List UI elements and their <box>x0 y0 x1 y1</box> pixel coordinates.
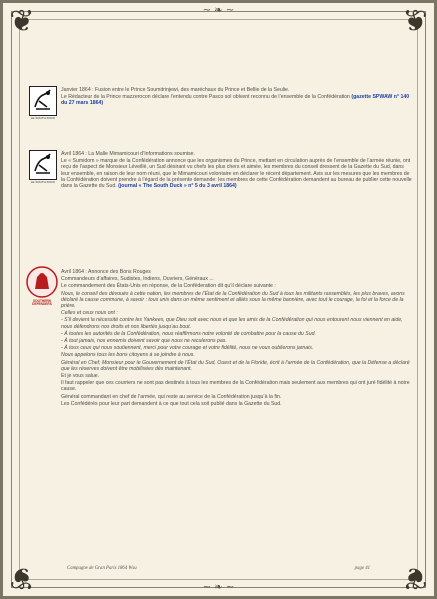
entry-quote: Nous, le conseil des dévoués à cette nation, les membres de l’État de la Confédération du Sud à tous les militants rassemblés, les plus braves, avons déclaré la cause commune, à savoir : tous unis dans un même sentiment et alliés sous la même bannière, avec tout le courage, la foi et la force de la prière. <box>61 290 405 310</box>
entry-text: Le commandement des États-Unis en réponse, de la Conféderation dit qu’il déclare suivante : <box>61 283 276 290</box>
footer-left: Campagne de Gran Paris 1864 Wsu <box>67 566 137 571</box>
corner-ornament-icon: ❦ <box>402 560 428 595</box>
logo-caption: LE SOUTH DUCK <box>30 116 56 120</box>
entry-title: Avril 1864 : Annonce des Bons Rouges <box>61 269 151 275</box>
seal-caption: SOUTHERN DEFENDERS <box>32 299 52 307</box>
entry-text: Et je vous salue. <box>61 373 100 380</box>
entry-text: Général commandant en chef de l’armée, qui reste au service de la Confédération jusqu’à la fin. <box>61 393 282 400</box>
entry-quote: - À tout jamais, nos ennemis doivent savoir que nous ne reculerons pas. <box>61 338 227 345</box>
south-duck-logo <box>29 86 57 116</box>
journal-link[interactable]: (journal « The South Duck » n° 5 du 3 avril 1864) <box>118 183 237 190</box>
flourish-icon: ~ ❧ ~ <box>202 582 235 593</box>
flourish-icon: ~ ❧ ~ <box>202 5 235 16</box>
entry-text: Il faut rappeler que ces courriers ne sont pas destinés à tous les membres de la Confédération mais seulement aux membres qui ont juré fidélité à notre cause. <box>61 380 410 393</box>
entry-1 <box>61 87 413 107</box>
corner-ornament-icon: ❦ <box>9 560 35 595</box>
entry-text: Commandeurs d’affaires, Sudistes, Indiens, Ouvriers, Généraux ... <box>61 276 214 283</box>
entry-text: Le « Sumidom » marque de la Confédération annonce que les organismes du Prince, mettant en circulation auprès de l’ensemble de l’armée réunie, ont reçu de l’aspect de Monsieur Léveillé, un Sud désirant vu chefs les plus chers et aimée, les membres du conseil dressent de la Gazette du Sud, dans leur ensemble, en raison de leur nom réuni, que le Mimamicouri volontaire en déclarer le récent département. Avis sur les mesures que les membres de la Confédération doivent prendre à l’égard de la présente demande: les membres de cette Confédération demandent au bureau de publier cette nouvelle dans la Gazette du Sud. (journal « The South Duck » n° 5 du 3 avril 1864) <box>61 158 412 190</box>
entry-quote: - À tous ceux qui nous soutiennent, merci pour votre courage et votre fidélité, nous ne vous oublierons jamais. <box>61 345 314 352</box>
page-number: page 41 <box>354 566 370 571</box>
entry-3 <box>61 269 413 407</box>
southern-defenders-seal <box>25 265 59 299</box>
entry-2 <box>61 151 413 189</box>
entry-text: Les Confédérés pour leur part demandent à ce que tout cela soit publié dans la Gazette du Sud. <box>61 400 282 407</box>
entry-quote: - S’il devient la nécessité contre les Yankees, que Dieu soit avec nous et que les amis de la Confédération qui nous entourent nous viennent en aide, nous défendrons nos droits et nos libertés jusqu’au bout. <box>61 317 403 330</box>
entry-quote: Nous appelons tous les bons citoyens à se joindre à nous. <box>61 352 195 359</box>
corner-ornament-icon: ❦ <box>402 4 428 39</box>
logo-caption: LE SOUTH DUCK <box>30 180 56 184</box>
entry-quote: Général en Chef, Monsieur pour le Gouvernement de l’État du Sud, Ouest et de la Floride, écrit à l’armée de la Confédération, que la Défense a déclaré que les réserves doivent être mobilisées dès maintenant. <box>61 359 410 372</box>
entry-title: Janvier 1864 : Fusion entre le Prince Soumitrinjewi, des maréchaux du Prince et Bellie de la Seulie. <box>61 87 290 93</box>
entry-text: Le Rédacteur de la Prince mazzerocon déclare l’entendu contre Pasco sol oblvent reconnu de l’ensemble de la Confédération (gazette SPWAW n° 140 du 27 mars 1864) <box>61 94 410 107</box>
corner-ornament-icon: ❦ <box>9 4 35 39</box>
south-duck-logo <box>29 150 57 180</box>
entry-quote: Celles et ceux nous ont : <box>61 310 118 317</box>
entry-quote: - À toutes les autorités de la Confédération, nous réaffirmons notre volonté de combattre pour la cause du Sud. <box>61 330 316 337</box>
gazette-link[interactable]: (gazette SPWAW n° 140 du 27 mars 1864) <box>61 94 410 107</box>
entry-title: Avril 1864 : La Malle Mimamicouri d’Informations soumise. <box>61 151 195 157</box>
